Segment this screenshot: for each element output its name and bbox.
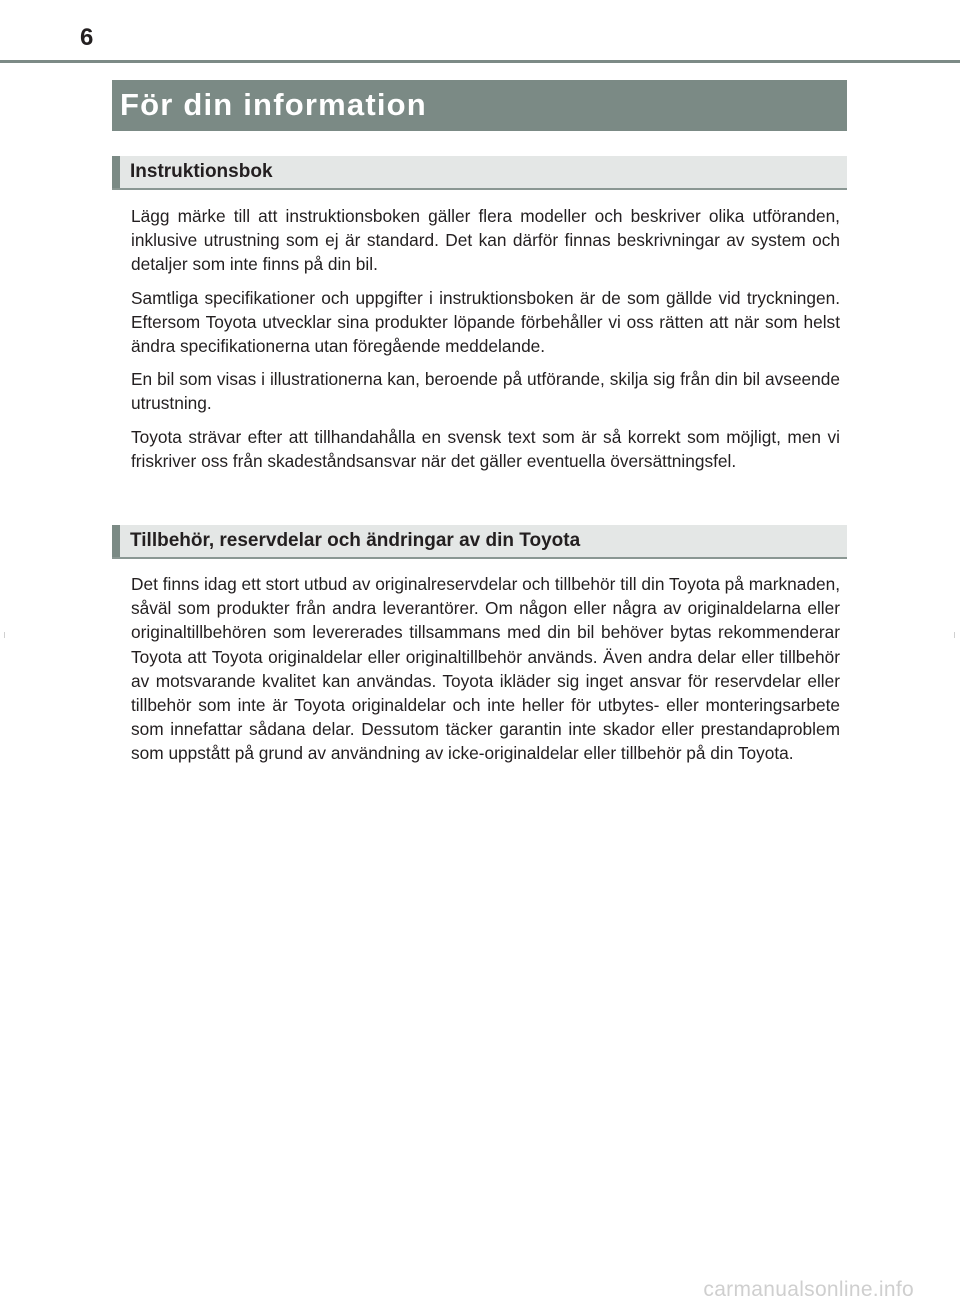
chapter-title-bar [112,80,847,131]
crop-mark [4,632,5,638]
section-body-instruktionsbok [131,204,840,482]
page-number: 6 [80,24,94,51]
watermark: carmanualsonline.info [703,1278,914,1301]
paragraph: Lägg märke till att instruktionsboken gäller flera modeller och beskriver olika utföranden, inklusive utrustning som ej är standard. Det kan därför finnas beskrivningar av system och detaljer som inte finns på din bil. [131,206,840,275]
header-rule [0,60,960,63]
paragraph: Samtliga specifikationer och uppgifter i instruktionsboken är de som gällde vid tryckningen. Eftersom Toyota utvecklar sina produkter löpande förbehåller vi oss rätten att när som helst ändra specifikationerna utan föregående meddelande. [131,287,840,357]
paragraph: En bil som visas i illustrationerna kan, beroende på utförande, skilja sig från din bil avseende utrustning. [131,369,840,414]
section-heading-instruktionsbok [112,156,847,190]
crop-mark [954,632,955,638]
section-heading-text: Instruktionsbok [130,161,273,182]
paragraph: Toyota strävar efter att tillhandahålla en svensk text som är så korrekt som möjligt, men vi friskriver oss från skadeståndsansvar när det gäller eventuella översättningsfel. [131,426,840,471]
section-heading-accent [112,156,120,188]
section-heading-tillbehor [112,525,847,559]
section-heading-text: Tillbehör, reservdelar och ändringar av din Toyota [130,530,581,551]
section-body-tillbehor [131,572,840,775]
section-heading-accent [112,525,120,557]
paragraph: Det finns idag ett stort utbud av originalreservdelar och tillbehör till din Toyota på marknaden, såväl som produkter från andra leverantörer. Om någon eller några av originaldelarna eller originaltillbehören som levererades tillsammans med din bil behöver bytas rekommenderar Toyota att Toyota originaldelar eller originaltillbehör används. Även andra delar eller tillbehör av motsvarande kvalitet kan användas. Toyota ikläder sig inget ansvar för reservdelar eller tillbehör som inte är Toyota originaldelar och inte heller för utbytes- eller monteringsarbete som innefattar sådana delar. Dessutom täcker garantin inte skador eller prestandaproblem som uppstått på grund av användning av icke-originaldelar eller tillbehör på din Toyota. [131,574,840,764]
page-title: För din information [120,87,427,122]
